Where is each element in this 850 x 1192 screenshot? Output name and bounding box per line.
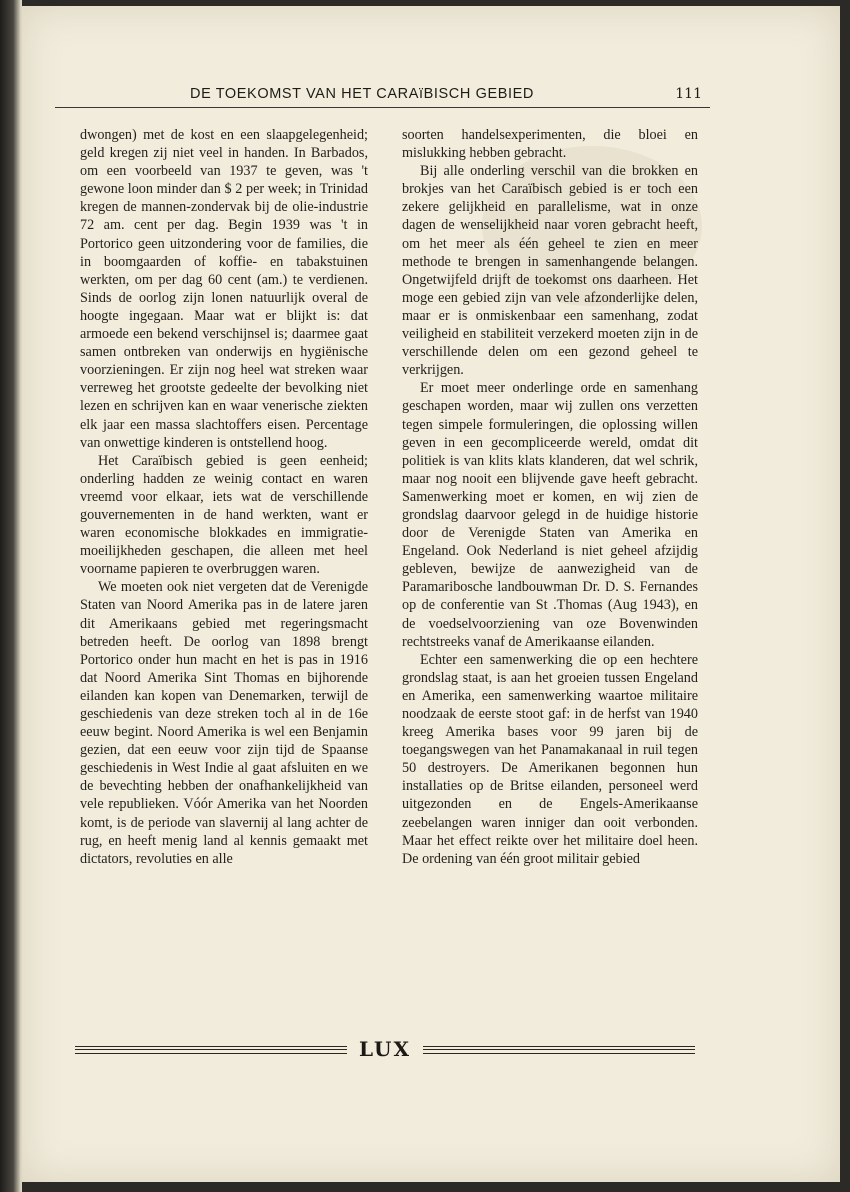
footer-rule-left	[75, 1046, 347, 1054]
left-column	[80, 126, 368, 868]
paragraph: soorten handelsexperimenten, die bloei en mislukking hebben gebracht.	[402, 127, 698, 162]
paragraph: dwongen) met de kost en een slaapgelegenheid; geld kregen zij niet veel in handen. In Barbados, om een voorbeeld van 1937 te geven, was 't gewone loon minder dan $ 2 per week; in Trinidad kregen de mannen-zondervak bij de olie-industrie 72 am. cent per dag. Begin 1939 was 't in Portorico geen uitzondering voor de families, die in boomgaarden of koffie- en tabakstuinen werkten, om per dag 60 cent (am.) te verdienen. Sinds de oorlog zijn lonen natuurlijk overal de hoogte ingegaan. Maar wat er blijkt is: dat armoede een bekend verschijnsel is; daarmee gaat samen ontbreken van onderwijs en hygiënische voorzieningen. Er zijn nog heel wat streken waar verreweg het grootste gedeelte der bevolking niet lezen en schrijven kan en waar venerische ziekten elk jaar een massa slachtoffers eisen. Percentage van onwettige kinderen is ontstellend hoog.	[80, 127, 368, 451]
footer-rule-right	[423, 1046, 695, 1054]
running-header	[55, 83, 710, 108]
paragraph: We moeten ook niet vergeten dat de Verenigde Staten van Noord Amerika pas in de latere jaren dit Amerikaans gebied met regeringsmacht betreden heeft. De oorlog van 1898 brengt Portorico onder hun macht en het is pas in 1916 dat Noord Amerika Sint Thomas en bijhorende eilanden kan kopen van Denemarken, terwijl de geschiedenis van deze streken toch al in de 16e eeuw begint. Noord Amerika is wel een Benjamin gezien, dat een eeuw voor zijn tijd de Spaanse geschiedenis in West Indie al gaat afsluiten en we de bevechting hebben der onafhankelijkheid van vele republieken. Vóór Amerika van het Noorden komt, is de periode van slavernij al lang achter de rug, en heeft menig land al kennis gemaakt met dictators, revoluties en alle	[80, 579, 368, 867]
footer-logo: LUX	[359, 1037, 411, 1061]
paragraph: Bij alle onderling verschil van die brokken en brokjes van het Caraïbisch gebied is er toch een zekere gelijkheid en parallelisme, wat in onze dagen de wenselijkheid naar voren gebracht heeft, om het meer als één geheel te zien en meer methode te brengen in samenhangende belangen. Ongetwijfeld drijft de toekomst ons daarheen. Het moge een gebied zijn van vele afzonderlijke delen, maar er is onmiskenbaar een samenhang, zodat veiligheid en stabiliteit verzekerd moeten zijn in de verschillende delen om een gezond geheel te verkrijgen.	[402, 163, 698, 379]
page-number: 111	[675, 86, 702, 102]
page-title: DE TOEKOMST VAN HET CARAïBISCH GEBIED	[190, 86, 534, 102]
footer-ornament	[75, 1037, 695, 1062]
paragraph: Echter een samenwerking die op een hechtere grondslag staat, is aan het groeien tussen Engeland en Amerika, een samenwerking waartoe militaire noodzaak de eerste stoot gaf: in de herfst van 1940 kreeg Amerika bases voor 99 jaren bij de toegangswegen van het Panamakanaal in ruil tegen 50 destroyers. De Amerikanen begonnen hun installaties op de Britse eilanden, personeel werd uitgezonden en de Engels-Amerikaanse zeebelangen waren inniger dan ooit verbonden. Maar het effect reikte over het militaire doel heen. De ordening van één groot militair gebied	[402, 651, 698, 867]
paragraph: Het Caraïbisch gebied is geen eenheid; onderling hadden ze weinig contact en waren vreemd voor elkaar, iets wat de verschillende gouvernementen in de hand werkten, want er waren economische blokkades en immigratie-moeilijkheden geschapen, die alleen met heel voorname papieren te overbruggen waren.	[80, 452, 368, 578]
right-column	[402, 126, 698, 868]
book-gutter	[0, 0, 22, 1192]
paragraph: Er moet meer onderlinge orde en samenhang geschapen worden, maar wij zullen ons verzetten tegen simpele formuleringen, die oplossing willen geven in een gecompliceerde wereld, omdat dit politiek is van klits klats klanderen, dat wel schrik, maar nog nooit een blijvende gave heeft gebracht. Samenwerking moet er komen, en wij zien de grondslag daarvoor gelegd in de huidige historie door de Verenigde Staten van Amerika en Engeland. Ook Nederland is niet geheel afzijdig gebleven, bewijze de aanwezigheid van de Paramaribosche landbouwman Dr. D. S. Fernandes op de conferentie van St .Thomas (Aug 1943), en de voedselvoorziening van oze Bovenwinden rechtstreeks vanaf de Amerikaanse eilanden.	[402, 380, 698, 650]
